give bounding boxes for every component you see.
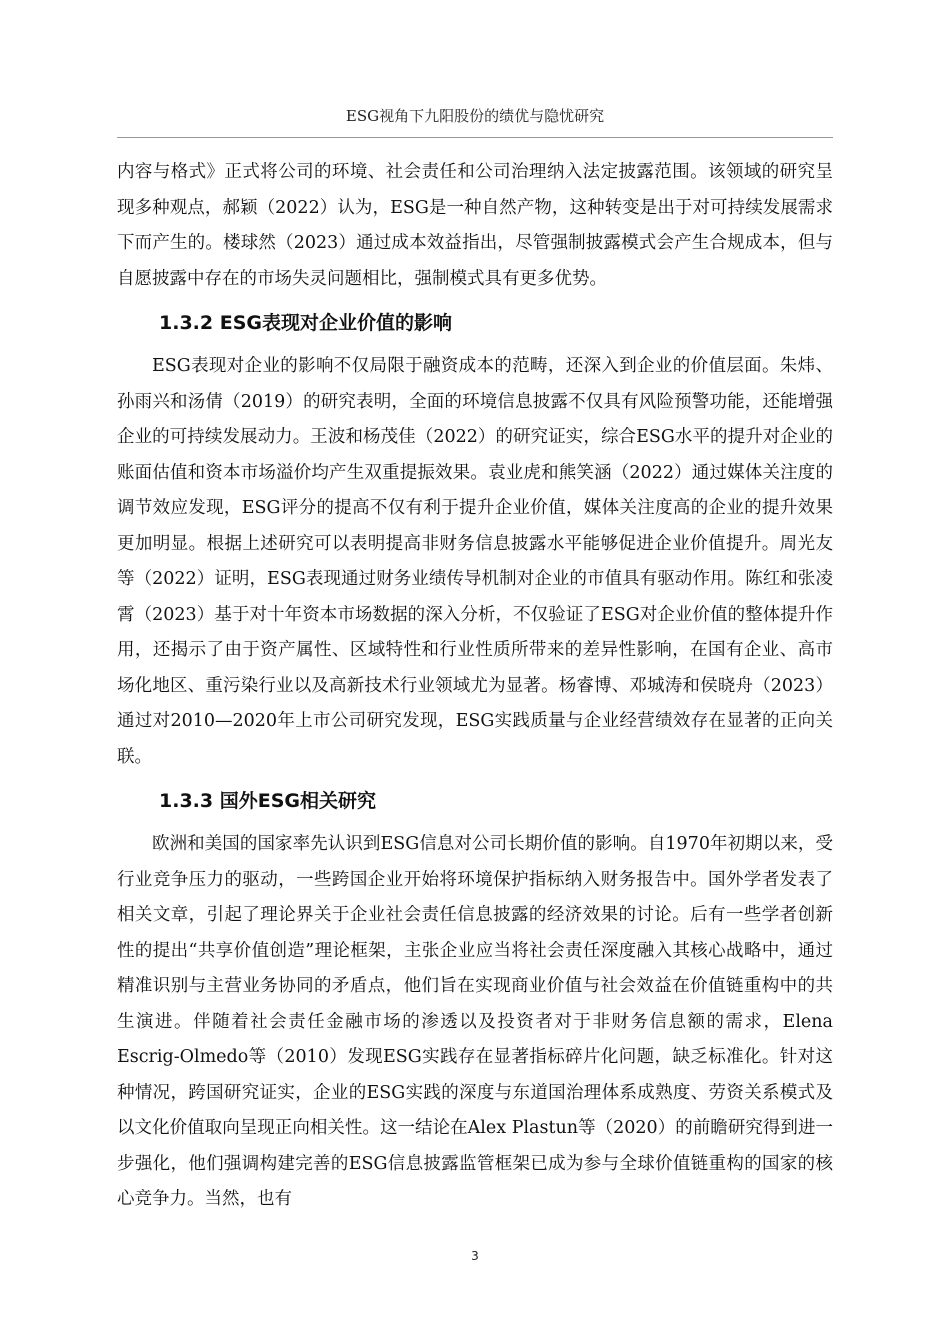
page-number: 3 — [471, 1249, 479, 1263]
paragraph-foreign-esg-research: 欧洲和美国的国家率先认识到ESG信息对公司长期价值的影响。自1970年初期以来，受行业竞争压力的驱动，一些跨国企业开始将环境保护指标纳入财务报告中。国外学者发表了相关文章，引起了理论界关于企业社会责任信息披露的经济效果的讨论。后有一些学者创新性的提出“共享价值创造”理论框架，主张企业应当将社会责任深度融入其核心战略中，通过精准识别与主营业务协同的矛盾点，他们旨在实现商业价值与社会效益在价值链重构中的共生演进。伴随着社会责任金融市场的渗透以及投资者对于非财务信息额的需求，Elena Escrig-Olmedo等（2010）发现ESG实践存在显著指标碎片化问题，缺乏标准化。针对这种情况，跨国研究证实，企业的ESG实践的深度与东道国治理体系成熟度、劳资关系模式及以文化价值取向呈现正向相关性。这一结论在Alex Plastun等（2020）的前瞻研究得到进一步强化，他们强调构建完善的ESG信息披露监管框架已成为参与全球价值链重构的国家的核心竞争力。当然，也有 — [117, 834, 833, 1209]
section-heading-1-3-2: 1.3.2 ESG表现对企业价值的影响 — [159, 312, 452, 334]
header-divider — [117, 137, 833, 138]
paragraph-continuation: 内容与格式》正式将公司的环境、社会责任和公司治理纳入法定披露范围。该领域的研究呈现多种观点，郝颖（2022）认为，ESG是一种自然产物，这种转变是出于对可持续发展需求下而产生的。楼球然（2023）通过成本效益指出，尽管强制披露模式会产生合规成本，但与自愿披露中存在的市场失灵问题相比，强制模式具有更多优势。 — [117, 162, 833, 289]
page-header-title: ESG视角下九阳股份的绩优与隐忧研究 — [345, 107, 605, 125]
paragraph-esg-enterprise-value: ESG表现对企业的影响不仅局限于融资成本的范畴，还深入到企业的价值层面。朱炜、孙雨兴和汤倩（2019）的研究表明，全面的环境信息披露不仅具有风险预警功能，还能增强企业的可持续发展动力。王波和杨茂佳（2022）的研究证实，综合ESG水平的提升对企业的账面估值和资本市场溢价均产生双重提振效果。袁业虎和熊笑涵（2022）通过媒体关注度的调节效应发现，ESG评分的提高不仅有利于提升企业价值，媒体关注度高的企业的提升效果更加明显。根据上述研究可以表明提高非财务信息披露水平能够促进企业价值提升。周光友等（2022）证明，ESG表现通过财务业绩传导机制对企业的市值具有驱动作用。陈红和张凌霄（2023）基于对十年资本市场数据的深入分析，不仅验证了ESG对企业价值的整体提升作用，还揭示了由于资产属性、区域特性和行业性质所带来的差异性影响，在国有企业、高市场化地区、重污染行业以及高新技术行业领域尤为显著。杨睿博、邓城涛和侯晓舟（2023）通过对2010—2020年上市公司研究发现，ESG实践质量与企业经营绩效存在显著的正向关联。 — [117, 356, 833, 767]
document-body — [117, 155, 833, 1218]
section-heading-1-3-3: 1.3.3 国外ESG相关研究 — [159, 790, 376, 812]
